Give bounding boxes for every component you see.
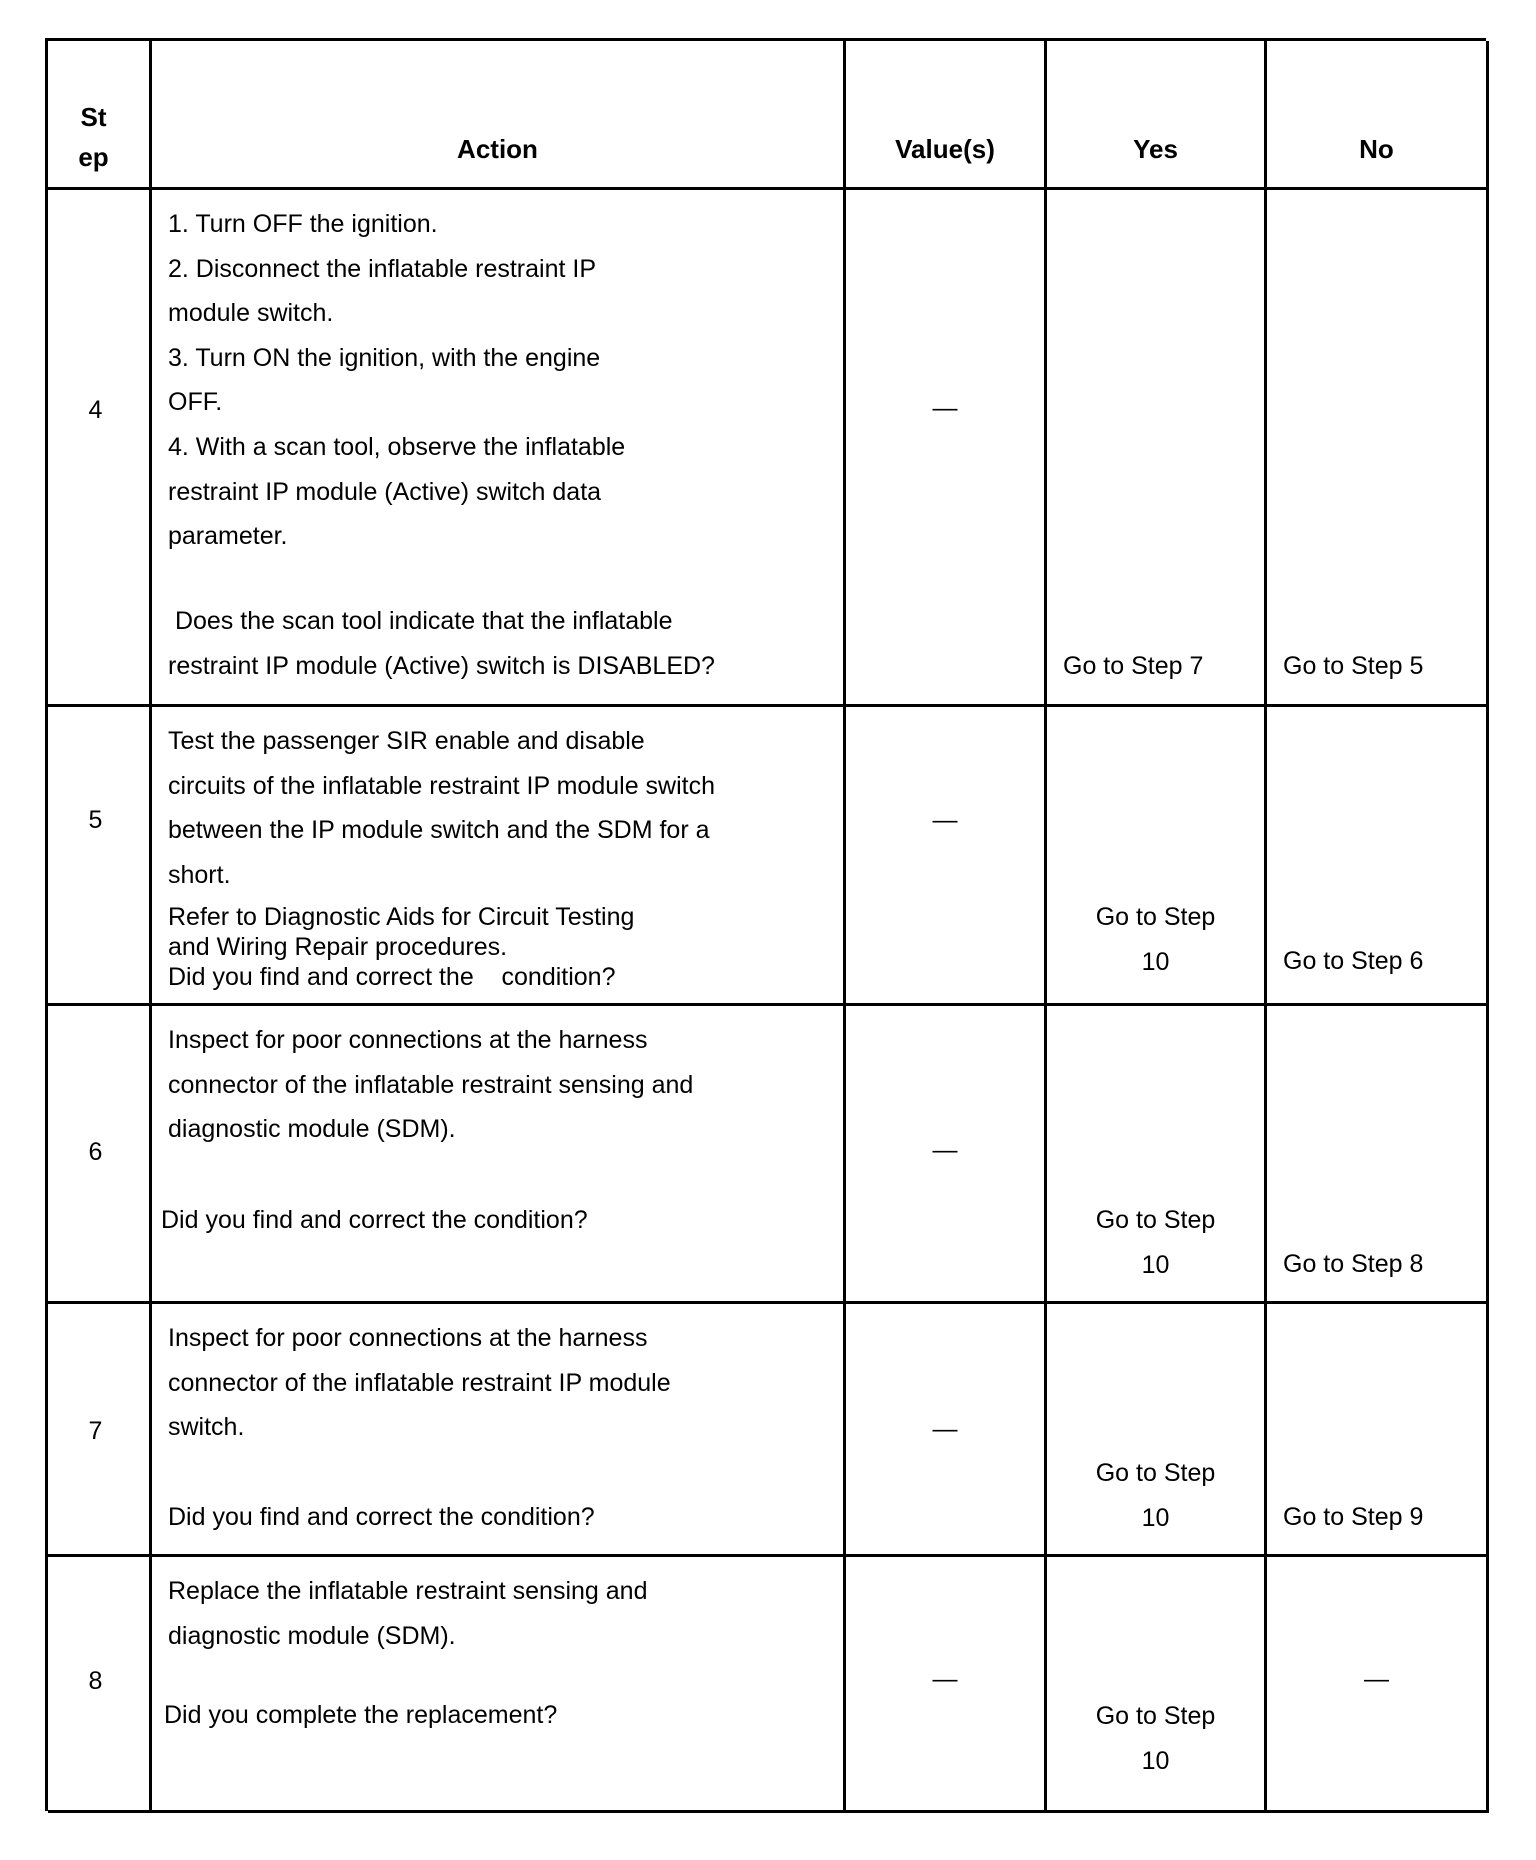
row-7-yes-line: Go to Step [1095,1459,1216,1487]
row-7-values-dash: — [932,1415,958,1443]
row-5-action-line: short. [168,860,231,889]
row-5-step-number: 5 [88,806,103,834]
header-yes [1047,41,1267,190]
row-4-action-cell [152,190,846,707]
row-7-step-number: 7 [88,1417,103,1445]
row-7-yes-link[interactable] [1047,1451,1264,1540]
row-4-yes-link[interactable]: Go to Step 7 [1063,652,1204,680]
row-6-question: Did you find and correct the condition? [161,1206,588,1234]
row-5-step-cell [48,707,152,1006]
row-6-action-line: connector of the inflatable restraint sensing and [168,1070,694,1099]
row-8-no-cell [1267,1557,1489,1813]
row-6-action-text [168,1018,823,1152]
row-5-refer-line: and Wiring Repair procedures. [168,933,508,961]
row-6-yes-line: 10 [1141,1250,1170,1279]
header-yes-label: Yes [1133,134,1178,164]
row-4-action-line: restraint IP module (Active) switch data [168,477,602,506]
row-8-values-cell [846,1557,1047,1813]
row-7-values-cell [846,1304,1047,1557]
row-5-refer-line: Refer to Diagnostic Aids for Circuit Testing [168,903,635,931]
row-8-no-dash: — [1364,1665,1389,1693]
header-values-label: Value(s) [895,134,995,164]
row-6-values-cell [846,1006,1047,1304]
row-8-action-line: diagnostic module (SDM). [168,1621,456,1650]
row-5-yes-line: Go to Step [1095,903,1216,931]
row-5-yes-link[interactable] [1047,895,1264,984]
row-8-yes-link[interactable] [1047,1694,1264,1783]
row-7-action-cell [152,1304,846,1557]
row-6-step-number: 6 [88,1138,103,1166]
row-5-yes-line: 10 [1141,947,1170,976]
header-step [48,41,152,190]
row-5-no-link[interactable]: Go to Step 6 [1283,947,1424,975]
row-5-action-text [168,719,823,897]
row-4-no-link[interactable]: Go to Step 5 [1283,652,1424,680]
row-6-yes-cell [1047,1006,1267,1304]
row-5-yes-cell [1047,707,1267,1006]
row-6-yes-link[interactable] [1047,1198,1264,1287]
row-7-action-line: Inspect for poor connections at the harness [168,1324,648,1352]
row-6-values-dash: — [932,1136,958,1164]
row-4-step-number: 4 [88,396,103,424]
row-7-yes-line: 10 [1141,1503,1170,1532]
row-6-action-line: Inspect for poor connections at the harness [168,1026,648,1054]
row-7-no-cell [1267,1304,1489,1557]
row-7-no-link[interactable]: Go to Step 9 [1283,1503,1424,1531]
row-5-no-cell [1267,707,1489,1006]
header-step-line-1: St [80,102,107,132]
row-8-step-number: 8 [88,1667,103,1695]
row-8-yes-line: Go to Step [1095,1702,1216,1730]
row-5-refer-line: Did you find and correct the condition? [168,963,616,991]
header-step-line-2: ep [78,142,109,172]
row-7-action-line: switch. [168,1413,245,1442]
row-4-question-line: Does the scan tool indicate that the inflatable [168,607,673,635]
row-5-action-line: between the IP module switch and the SDM for a [168,816,710,845]
header-no [1267,41,1489,190]
row-5-action-cell [152,707,846,1006]
row-5-values-dash: — [932,806,958,834]
row-4-yes-cell [1047,190,1267,707]
row-8-yes-cell [1047,1557,1267,1813]
row-8-action-line: Replace the inflatable restraint sensing and [168,1577,648,1605]
row-8-action-cell [152,1557,846,1813]
row-4-action-line: 1. Turn OFF the ignition. [168,210,438,238]
row-7-action-text [168,1316,823,1450]
diagnostic-table [45,38,1486,1811]
row-4-action-line: 3. Turn ON the ignition, with the engine [168,343,601,372]
header-action-label: Action [457,134,538,164]
row-6-action-cell [152,1006,846,1304]
row-7-step-cell [48,1304,152,1557]
row-8-action-text [168,1569,823,1658]
row-8-step-cell [48,1557,152,1813]
row-5-action-line: circuits of the inflatable restraint IP module switch [168,771,716,800]
row-4-values-dash: — [932,394,958,422]
row-5-action-line: Test the passenger SIR enable and disable [168,727,645,755]
row-6-yes-line: Go to Step [1095,1206,1216,1234]
row-4-action-line: OFF. [168,388,223,417]
row-7-yes-cell [1047,1304,1267,1557]
row-8-values-dash: — [932,1665,958,1693]
row-4-values-cell [846,190,1047,707]
row-4-no-cell [1267,190,1489,707]
header-values [846,41,1047,190]
row-4-action-line: module switch. [168,299,334,328]
row-7-question: Did you find and correct the condition? [168,1503,595,1531]
row-6-step-cell [48,1006,152,1304]
row-4-question-line: restraint IP module (Active) switch is DISABLED? [168,651,715,680]
header-action [152,41,846,190]
row-4-question [168,599,823,688]
row-6-action-line: diagnostic module (SDM). [168,1115,456,1144]
header-no-label: No [1359,134,1394,164]
row-8-question: Did you complete the replacement? [164,1701,558,1729]
row-4-action-line: parameter. [168,522,288,551]
row-6-no-cell [1267,1006,1489,1304]
row-6-no-link[interactable]: Go to Step 8 [1283,1250,1424,1278]
row-5-refer-text [168,902,823,992]
row-8-yes-line: 10 [1141,1746,1170,1775]
row-4-action-line: 4. With a scan tool, observe the inflatable [168,432,626,461]
row-4-action-line: 2. Disconnect the inflatable restraint IP [168,254,597,283]
row-5-values-cell [846,707,1047,1006]
row-4-action-text [168,202,823,559]
row-7-action-line: connector of the inflatable restraint IP module [168,1368,671,1397]
row-4-step-cell [48,190,152,707]
